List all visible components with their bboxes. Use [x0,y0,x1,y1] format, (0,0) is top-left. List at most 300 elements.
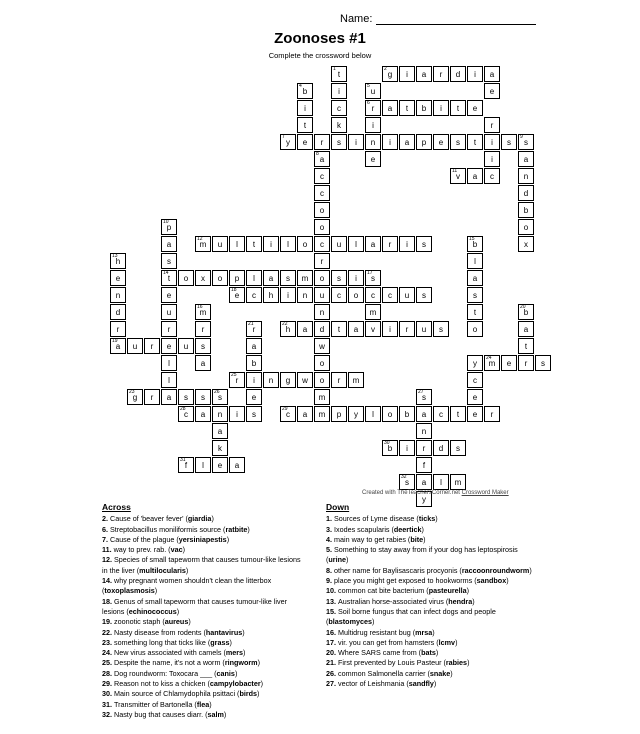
grid-cell[interactable] [178,270,194,286]
clue-answer: raccoonroundworm [461,565,530,575]
grid-cell[interactable] [246,321,262,337]
grid-cell[interactable] [467,355,483,371]
cell-letter: t [456,104,460,113]
clue-close: ) [188,617,191,627]
grid-cell[interactable] [127,389,143,405]
grid-cell[interactable] [484,66,500,82]
clue-item [326,607,536,628]
grid-cell[interactable] [382,321,398,337]
grid-cell[interactable] [161,219,177,235]
clue-text: Despite the name, it's not a worm ( [114,658,225,668]
grid-cell[interactable] [399,236,415,252]
grid-cell[interactable] [110,270,126,286]
grid-cell[interactable] [348,134,364,150]
grid-cell[interactable] [280,406,296,422]
grid-cell[interactable] [314,321,330,337]
grid-cell[interactable] [161,389,177,405]
cell-letter: o [319,376,325,385]
grid-cell[interactable] [365,321,381,337]
clue-close: ) [435,514,438,524]
grid-cell[interactable] [297,83,313,99]
grid-cell[interactable] [178,406,194,422]
grid-cell[interactable] [280,321,296,337]
across-heading: Across [102,502,131,512]
cell-letter: i [355,274,357,283]
clue-close: ) [242,627,245,637]
grid-cell[interactable] [297,134,313,150]
grid-cell[interactable] [450,66,466,82]
cell-letter: n [268,376,274,385]
grid-cell[interactable] [382,287,398,303]
clue-number: 6. [102,524,110,534]
grid-cell[interactable] [246,406,262,422]
cell-letter: b [251,359,257,368]
grid-cell[interactable] [314,372,330,388]
grid-cell[interactable] [416,66,432,82]
grid-cell[interactable] [314,406,330,422]
grid-cell[interactable] [484,151,500,167]
clue-close: ) [433,679,437,689]
clue-text: Cause of the plague ( [110,534,179,544]
grid-cell[interactable] [314,134,330,150]
grid-cell[interactable] [297,406,313,422]
clue-number: 13 [112,253,118,259]
grid-cell[interactable] [450,440,466,456]
clue-number: 7. [102,534,110,544]
grid-cell[interactable] [314,389,330,405]
cell-letter: i [355,138,357,147]
cell-letter: g [285,376,291,385]
cell-letter: a [166,240,172,249]
cell-letter: o [319,359,325,368]
grid-cell[interactable] [399,134,415,150]
grid-cell[interactable] [161,355,177,371]
clue-answer: flea [196,699,210,709]
page-title: Zoonoses #1 [274,30,366,47]
grid-cell[interactable] [518,355,534,371]
grid-cell[interactable] [263,287,279,303]
cell-letter: s [201,342,205,351]
grid-cell[interactable] [433,66,449,82]
grid-cell[interactable] [127,338,143,354]
cell-letter: n [370,138,376,147]
cell-letter: o [217,274,223,283]
grid-cell[interactable] [365,270,381,286]
grid-cell[interactable] [314,219,330,235]
clue-item [102,576,307,597]
cell-letter: e [166,342,172,351]
grid-cell[interactable] [314,236,330,252]
grid-cell[interactable] [416,440,432,456]
grid-cell[interactable] [416,474,432,490]
grid-cell[interactable] [518,219,534,235]
grid-cell[interactable] [518,236,534,252]
cell-letter: i [491,155,493,164]
clue-close: ) [154,586,158,596]
clue-answer: urine [328,555,346,565]
grid-cell[interactable] [348,321,364,337]
grid-cell[interactable] [314,270,330,286]
grid-cell[interactable] [518,151,534,167]
grid-cell[interactable] [518,321,534,337]
grid-cell[interactable] [212,236,228,252]
cell-letter: x [524,240,528,249]
grid-cell[interactable] [331,321,347,337]
grid-cell[interactable] [314,287,330,303]
clue-number: 12. [102,555,114,565]
name-label: Name: [340,13,373,25]
grid-cell[interactable] [212,270,228,286]
grid-cell[interactable] [365,287,381,303]
grid-cell[interactable] [484,117,500,133]
grid-cell[interactable] [450,168,466,184]
grid-cell[interactable] [450,134,466,150]
clue-number: 18. [102,596,114,606]
grid-cell[interactable] [467,389,483,405]
grid-cell[interactable] [331,100,347,116]
grid-cell[interactable] [161,304,177,320]
grid-cell[interactable] [399,406,415,422]
cell-letter: c [439,410,443,419]
grid-cell[interactable] [518,185,534,201]
grid-cell[interactable] [195,457,211,473]
cell-letter: s [252,410,256,419]
grid-cell[interactable] [433,474,449,490]
grid-cell[interactable] [416,100,432,116]
cell-letter: a [200,410,206,419]
grid-cell[interactable] [212,406,228,422]
grid-cell[interactable] [280,372,296,388]
cell-letter: r [371,104,375,113]
clue-answer: canis [216,668,235,678]
cell-letter: a [472,172,478,181]
grid-cell[interactable] [382,134,398,150]
grid-cell[interactable] [331,406,347,422]
grid-cell[interactable] [433,134,449,150]
grid-cell[interactable] [246,372,262,388]
grid-cell[interactable] [399,287,415,303]
clue-number: 27. [326,679,338,689]
grid-cell[interactable] [467,287,483,303]
grid-cell[interactable] [416,134,432,150]
grid-cell[interactable] [280,134,296,150]
grid-cell[interactable] [161,338,177,354]
grid-cell[interactable] [484,83,500,99]
grid-cell[interactable] [331,83,347,99]
grid-cell[interactable] [365,134,381,150]
clue-answer: grass [210,637,230,647]
grid-cell[interactable] [467,372,483,388]
grid-cell[interactable] [382,236,398,252]
clue-number: 16. [326,627,338,637]
grid-cell[interactable] [382,440,398,456]
grid-cell[interactable] [416,457,432,473]
grid-cell[interactable] [161,372,177,388]
grid-cell[interactable] [178,338,194,354]
grid-cell[interactable] [280,236,296,252]
grid-cell[interactable] [484,168,500,184]
grid-cell[interactable] [144,338,160,354]
grid-cell[interactable] [314,202,330,218]
grid-cell[interactable] [110,253,126,269]
grid-cell[interactable] [229,406,245,422]
grid-cell[interactable] [195,338,211,354]
grid-cell[interactable] [331,372,347,388]
grid-cell[interactable] [246,270,262,286]
cell-letter: f [422,461,426,470]
grid-cell[interactable] [314,185,330,201]
cell-letter: e [472,104,478,113]
grid-cell[interactable] [263,372,279,388]
cell-letter: i [406,240,408,249]
grid-cell[interactable] [212,440,228,456]
grid-cell[interactable] [535,355,551,371]
grid-cell[interactable] [297,270,313,286]
clue-number: 11 [452,168,458,174]
grid-cell[interactable] [280,270,296,286]
grid-cell[interactable] [433,100,449,116]
grid-cell[interactable] [450,406,466,422]
grid-cell[interactable] [365,236,381,252]
grid-cell[interactable] [246,287,262,303]
grid-cell[interactable] [467,100,483,116]
grid-cell[interactable] [331,117,347,133]
grid-cell[interactable] [212,423,228,439]
grid-cell[interactable] [110,287,126,303]
grid-cell[interactable] [518,304,534,320]
cell-letter: l [236,240,238,249]
grid-cell[interactable] [229,270,245,286]
grid-cell[interactable] [331,134,347,150]
clue-text: Genus of small tapeworm that causes tumour-like liver lesions ( [102,596,287,616]
grid-cell[interactable] [433,321,449,337]
grid-cell[interactable] [297,100,313,116]
clue-answer: aureus [164,617,189,627]
grid-cell[interactable] [518,202,534,218]
grid-cell[interactable] [314,338,330,354]
grid-cell[interactable] [314,304,330,320]
grid-cell[interactable] [467,66,483,82]
grid-cell[interactable] [348,236,364,252]
grid-cell[interactable] [382,406,398,422]
grid-cell[interactable] [229,236,245,252]
grid-cell[interactable] [518,134,534,150]
cell-letter: s [456,138,460,147]
cell-letter: l [372,410,374,419]
clue-answer: vac [170,545,183,555]
grid-cell[interactable] [297,321,313,337]
clue-number: 7 [282,134,285,140]
grid-cell[interactable] [212,457,228,473]
grid-cell[interactable] [467,253,483,269]
grid-cell[interactable] [416,406,432,422]
grid-cell[interactable] [195,270,211,286]
cell-letter: b [302,87,308,96]
grid-cell[interactable] [416,389,432,405]
grid-cell[interactable] [382,100,398,116]
grid-cell[interactable] [416,321,432,337]
grid-cell[interactable] [382,66,398,82]
cell-letter: d [319,325,325,334]
clue-number: 30 [384,440,390,446]
clue-close: ) [455,637,458,647]
grid-cell[interactable] [229,372,245,388]
grid-cell[interactable] [467,236,483,252]
grid-cell[interactable] [518,168,534,184]
cell-letter: l [355,240,357,249]
grid-cell[interactable] [280,287,296,303]
cell-letter: y [473,359,477,368]
grid-cell[interactable] [195,406,211,422]
grid-cell[interactable] [501,355,517,371]
grid-cell[interactable] [195,355,211,371]
grid-cell[interactable] [297,236,313,252]
grid-cell[interactable] [399,440,415,456]
cell-letter: w [302,376,308,385]
grid-cell[interactable] [365,304,381,320]
clue-item [326,669,536,679]
clue-number: 3. [326,524,334,534]
grid-cell[interactable] [365,117,381,133]
grid-cell[interactable] [144,389,160,405]
grid-cell[interactable] [518,338,534,354]
grid-cell[interactable] [450,474,466,490]
cell-letter: l [253,274,255,283]
cell-letter: o [387,410,393,419]
grid-cell[interactable] [484,134,500,150]
grid-cell[interactable] [467,321,483,337]
cell-letter: a [115,342,121,351]
cell-letter: e [370,155,376,164]
clue-number: 5. [326,545,334,555]
clue-close: ) [176,606,180,616]
grid-cell[interactable] [195,389,211,405]
clue-close: ) [529,565,532,575]
cell-letter: r [422,444,426,453]
grid-cell[interactable] [484,355,500,371]
clue-close: ) [467,658,470,668]
grid-cell[interactable] [331,66,347,82]
grid-cell[interactable] [110,304,126,320]
grid-cell[interactable] [348,406,364,422]
cell-letter: e [234,291,240,300]
grid-cell[interactable] [178,389,194,405]
grid-cell[interactable] [212,389,228,405]
grid-cell[interactable] [348,372,364,388]
grid-cell[interactable] [348,287,364,303]
cell-letter: a [217,427,223,436]
grid-cell[interactable] [365,151,381,167]
grid-cell[interactable] [314,168,330,184]
grid-cell[interactable] [467,134,483,150]
name-line[interactable] [376,14,536,25]
grid-cell[interactable] [263,236,279,252]
grid-cell[interactable] [314,151,330,167]
clue-number: 21. [326,658,338,668]
grid-cell[interactable] [246,236,262,252]
grid-cell[interactable] [416,236,432,252]
cell-letter: c [320,240,324,249]
grid-cell[interactable] [365,100,381,116]
grid-cell[interactable] [433,440,449,456]
clue-number: 1. [326,514,334,524]
grid-cell[interactable] [467,270,483,286]
grid-cell[interactable] [467,304,483,320]
grid-cell[interactable] [399,474,415,490]
grid-cell[interactable] [297,287,313,303]
grid-cell[interactable] [365,406,381,422]
grid-cell[interactable] [467,406,483,422]
grid-cell[interactable] [416,287,432,303]
crossword-maker-link[interactable]: Crossword Maker [461,490,509,496]
clue-number: 17. [326,637,338,647]
cell-letter: l [202,461,204,470]
cell-letter: s [167,257,171,266]
clue-number: 9 [520,134,523,140]
grid-cell[interactable] [195,304,211,320]
grid-cell[interactable] [195,321,211,337]
grid-cell[interactable] [433,406,449,422]
clue-number: 6 [367,100,370,106]
grid-cell[interactable] [246,389,262,405]
grid-cell[interactable] [297,117,313,133]
clue-close: ) [182,545,185,555]
grid-cell[interactable] [484,406,500,422]
grid-cell[interactable] [399,66,415,82]
grid-cell[interactable] [365,83,381,99]
grid-cell[interactable] [161,253,177,269]
grid-cell[interactable] [161,236,177,252]
clue-answer: blastomyces [328,617,372,627]
grid-cell[interactable] [331,287,347,303]
cell-letter: a [302,325,308,334]
grid-cell[interactable] [229,287,245,303]
grid-cell[interactable] [229,457,245,473]
grid-cell[interactable] [178,457,194,473]
grid-cell[interactable] [297,372,313,388]
cell-letter: i [287,291,289,300]
grid-cell[interactable] [348,270,364,286]
grid-cell[interactable] [246,355,262,371]
grid-cell[interactable] [399,321,415,337]
grid-cell[interactable] [263,270,279,286]
grid-cell[interactable] [450,100,466,116]
grid-cell[interactable] [161,287,177,303]
clue-close: ) [260,679,264,689]
grid-cell[interactable] [246,338,262,354]
grid-cell[interactable] [314,355,330,371]
grid-cell[interactable] [467,168,483,184]
grid-cell[interactable] [110,338,126,354]
grid-cell[interactable] [399,100,415,116]
down-heading: Down [326,502,350,512]
clue-item [326,576,536,586]
cell-letter: u [421,325,427,334]
grid-cell[interactable] [161,321,177,337]
grid-cell[interactable] [416,423,432,439]
clue-close: ) [257,658,260,668]
grid-cell[interactable] [110,321,126,337]
grid-cell[interactable] [331,236,347,252]
grid-cell[interactable] [331,270,347,286]
cell-letter: b [472,240,478,249]
grid-cell[interactable] [161,270,177,286]
cell-letter: a [166,393,172,402]
grid-cell[interactable] [501,134,517,150]
cell-letter: d [438,444,444,453]
grid-cell[interactable] [195,236,211,252]
grid-cell[interactable] [314,253,330,269]
